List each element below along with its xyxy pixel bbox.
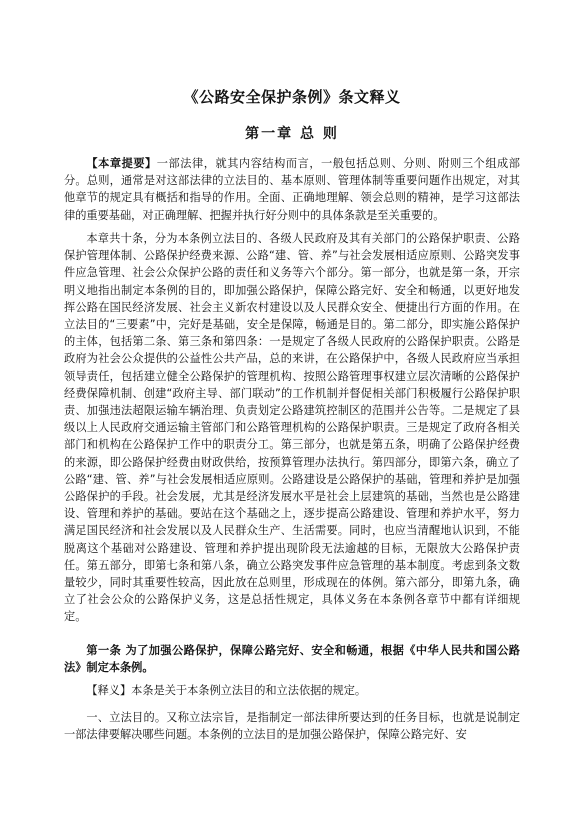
chapter-heading: 第一章 总 则 [245,126,339,142]
explanation-label: 【释义】 [86,684,132,697]
legislative-purpose-text: 一、立法目的。又称立法宗旨，是指制定一部法律所要达到的任务目标，也就是说制定一部法律要解决哪些问题。本条例的立法目的是加强公路保护，保障公路完好、安 [64,711,520,742]
explanation-paragraph [64,682,520,699]
summary-label: 【本章提要】 [86,157,157,170]
chapter-overview-paragraph [64,230,520,626]
article-one-paragraph [64,642,520,676]
chapter-summary-paragraph [64,155,520,224]
legislative-purpose-paragraph [64,709,520,743]
document-title: 《公路安全保护条例》条文释义 [183,88,401,106]
article-one-text: 第一条 为了加强公路保护，保障公路完好、安全和畅通，根据《中华人民共和国公路法》制定本条例。 [64,644,520,675]
overview-text: 本章共十条，分为本条例立法目的、各级人民政府及其有关部门的公路保护职责、公路保护管理体制、公路保护经费来源、公路“建、管、养”与社会发展相适应原则、公路突发事件应急管理、社会公众保护公路的责任和义务等六个部分。第一部分，也就是第一条，开宗明义地指出制定本条例的目的，即加强公路保护，保障公路完好、安全和畅通，以更好地发挥公路在国民经济发展、社会主义新农村建设以及人民群众安全、便捷出行方面的作用。在立法目的“三要素”中，完好是基础，安全是保障，畅通是目的。第二部分，即实施公路保护的主体，包括第二条、第三条和第四条：一是规定了各级人民政府的公路保护职责。公路是政府为社会公众提供的公益性公共产品，总的来讲，在公路保护中，各级人民政府应当承担领导责任，包括建立健全公路保护的管理机构、按照公路管理事权建立层次清晰的公路保护经费保障机制、创建“政府主导、部门联动”的工作机制并督促相关部门积极履行公路保护职责、加强违法超限运输车辆治理、负责划定公路建筑控制区的范围并公告等。二是规定了县级以上人民政府交通运输主管部门和公路管理机构的公路保护职责。三是规定了政府各相关部门和机构在公路保护工作中的职责分工。第三部分，也就是第五条，明确了公路保护经费的来源，即公路保护经费由财政供给，按预算管理办法执行。第四部分，即第六条，确立了公路“建、管、养”与社会发展相适应原则。公路建设是公路保护的基础，管理和养护是加强公路保护的手段。社会发展，尤其是经济发展水平是社会上层建筑的基础，当然也是公路建设、管理和养护的基础。要站在这个基础之上，逐步提高公路建设、管理和养护水平，努力满足国民经济和社会发展以及人民群众生产、生活需要。同时，也应当清醒地认识到，不能脱离这个基础对公路建设、管理和养护提出现阶段无法逾越的目标，无限放大公路保护责任。第五部分，即第七条和第八条，确立公路突发事件应急管理的基本制度。考虑到条文数量较少，同时其重要性较高，因此放在总则里，形成现在的体例。第六部分，即第九条，确立了社会公众的公路保护义务，这是总括性规定，具体义务在本条例各章节中都有详细规定。 [64,232,520,624]
explanation-text: 本条是关于本条例立法目的和立法依据的规定。 [131,684,367,697]
summary-text: 一部法律，就其内容结构而言，一般包括总则、分则、附则三个组成部分。总则，通常是对这部法律的立法目的、基本原则、管理体制等重要问题作出规定，对其他章节的规定具有概括和指导的作用。全面、正确地理解、领会总则的精神，是学习这部法律的重要基础，对正确理解、把握并执行好分则中的具体条款是至关重要的。 [64,157,520,222]
